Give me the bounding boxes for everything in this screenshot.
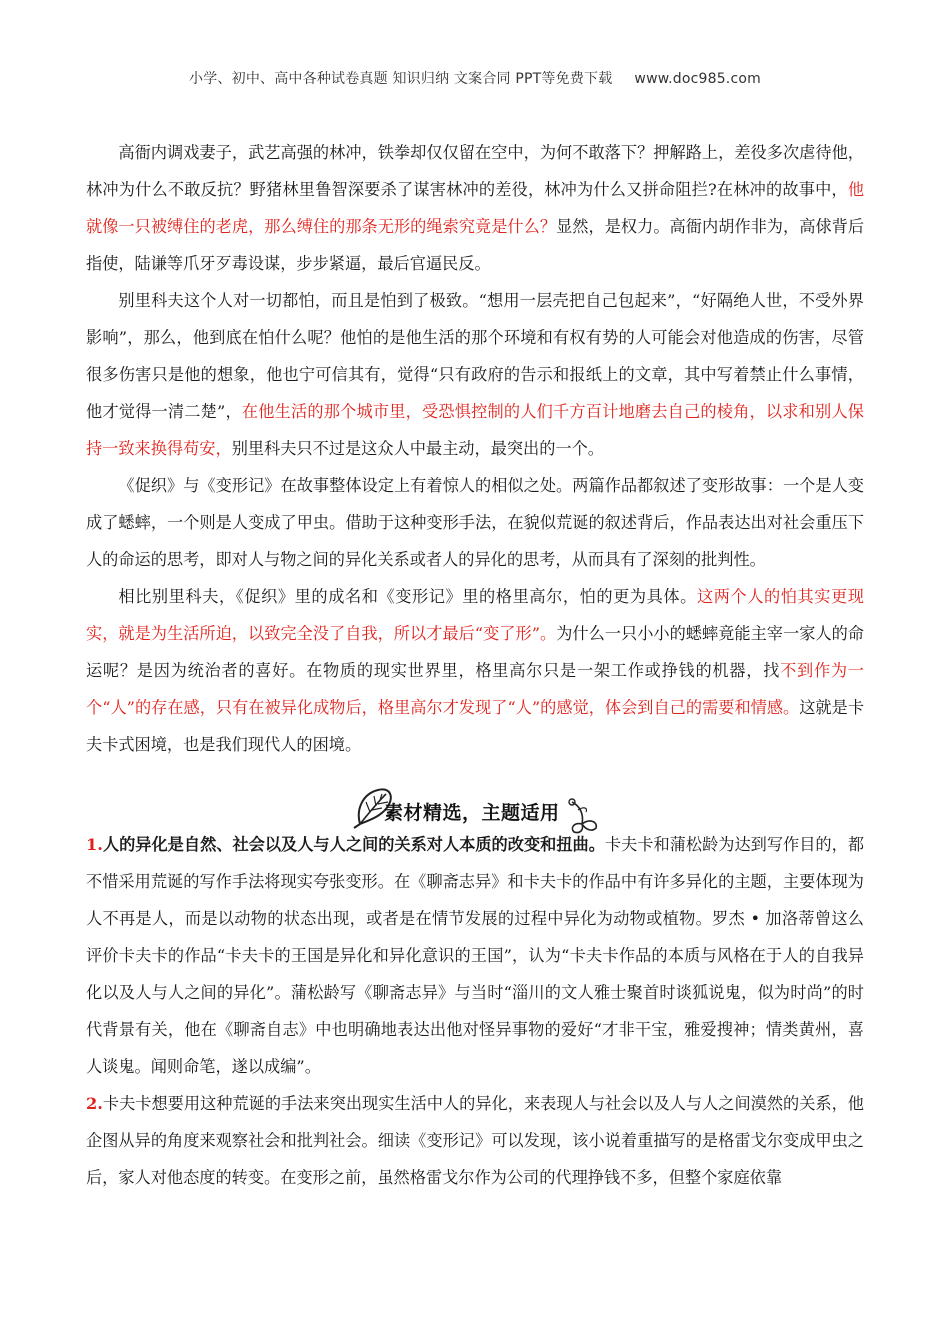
text-span: 为什么一只小小的蟋蟀竟能主宰一家人的命运呢？是因为统治者的喜好。在物质的现实世界里，格里高尔只是一架工作或挣钱的机器，找 [86,624,864,680]
text-span: 这就是卡夫卡式困境，也是我们现代人的困境。 [86,698,865,754]
header-text: 小学、初中、高中各种试卷真题 知识归纳 文案合同 PPT等免费下载 [189,71,613,87]
section-title: 素材精选，主题适用 [384,802,560,824]
list-item [86,826,864,1085]
page-header [0,68,950,88]
text-span: 卡夫卡想要用这种荒诞的手法来突出现实生活中人的异化，来表现人与社会以及人与人之间漠然的关系，他企图从异的角度来观察社会和批判社会。细读《变形记》可以发现，该小说着重描写的是格雷戈尔变成甲虫之后，家人对他态度的转变。在变形之前，虽然格雷戈尔作为公司的代理挣钱不多，但整个家庭依靠 [86,1094,864,1187]
text-span: 相比别里科夫，《促织》里的成名和《变形记》里的格里高尔，怕的更为具体。 [118,587,697,606]
paragraph-lin-chong [86,134,864,282]
bold-thesis: 人的异化是自然、社会以及人与人之间的关系对人本质的改变和扭曲。 [102,835,605,854]
highlight-text: 不到作为一个“人”的存在感，只有在被异化成物后，格里高尔才发现了“人”的感觉，体会到自己的需要和情感。 [86,661,864,717]
highlight-text: 这两个人的怕其实更现实，就是为生活所迫，以致完全没了自我，所以才最后“变了形”。 [86,587,864,643]
text-span: 卡夫卡和蒲松龄为达到写作目的，都不惜采用荒诞的写作手法将现实夸张变形。在《聊斋志异》和卡夫卡的作品中有许多异化的主题，主要体现为人不再是人，而是以动物的状态出现，或者是在情节发展的过程中异化为动物或植物。罗杰 • 加洛蒂曾这么评价卡夫卡的作品“卡夫卡的王国是异化和异化意识的王国”，认为“卡夫卡作品的本质与风格在于人的自我异化以及人与人之间的异化”。蒲松龄写《聊斋志异》与当时“淄川的文人雅士聚首时谈狐说鬼，似为时尚”的时代背景有关，他在《聊斋自志》中也明确地表达出他对怪异事物的爱好“才非干宝，雅爱搜神；情类黄州，喜人谈鬼。闻则命笔，遂以成编”。 [86,835,865,1076]
text-span: 《促织》与《变形记》在故事整体设定上有着惊人的相似之处。两篇作品都叙述了变形故事：一个是人变成了蟋蟀，一个则是人变成了甲虫。借助于这种变形手法，在貌似荒诞的叙述背后，作品表达出对社会重压下人的命运的思考，即对人与物之间的异化关系或者人的异化的思考，从而具有了深刻的批判性。 [86,476,864,569]
text-span: 高衙内调戏妻子，武艺高强的林冲，铁拳却仅仅留在空中，为何不敢落下？押解路上，差役多次虐待他，林冲为什么不敢反抗？野猪林里鲁智深要杀了谋害林冲的差役，林冲为什么又拼命阻拦?在林冲的故事中， [86,143,864,199]
header-site-link[interactable]: www.doc985.com [634,71,761,87]
material-list [86,826,864,1196]
highlight-text: 他就像一只被缚住的老虎，那么缚住的那条无形的绳索究竟是什么？ [86,180,864,236]
list-number: 1. [86,835,103,854]
text-span: 别里科夫这个人对一切都怕，而且是怕到了极致。“想用一层壳把自己包起来”，“好隔绝人世，不受外界影响”，那么，他到底在怕什么呢？他怕的是他生活的那个环境和有权有势的人可能会对他造成的伤害，尽管很多伤害只是他的想象，他也宁可信其有，觉得“只有政府的告示和报纸上的文章，其中写着禁止什么事情，他才觉得一清二楚”， [86,291,864,421]
paragraph-belikov [86,282,864,467]
essay-body [86,134,864,763]
highlight-text: 在他生活的那个城市里，受恐惧控制的人们千方百计地磨去自己的棱角，以求和别人保持一致来换得苟安， [86,402,864,458]
list-number: 2. [86,1094,103,1113]
paragraph-cuzhi-metamorphosis [86,467,864,578]
text-span: 显然，是权力。高衙内胡作非为，高俅背后指使，陆谦等爪牙歹毒设谋，步步紧逼，最后官逼民反。 [86,217,865,273]
paragraph-fear-comparison [86,578,864,763]
list-item [86,1085,864,1196]
text-span: 别里科夫只不过是这众人中最主动，最突出的一个。 [231,439,604,458]
